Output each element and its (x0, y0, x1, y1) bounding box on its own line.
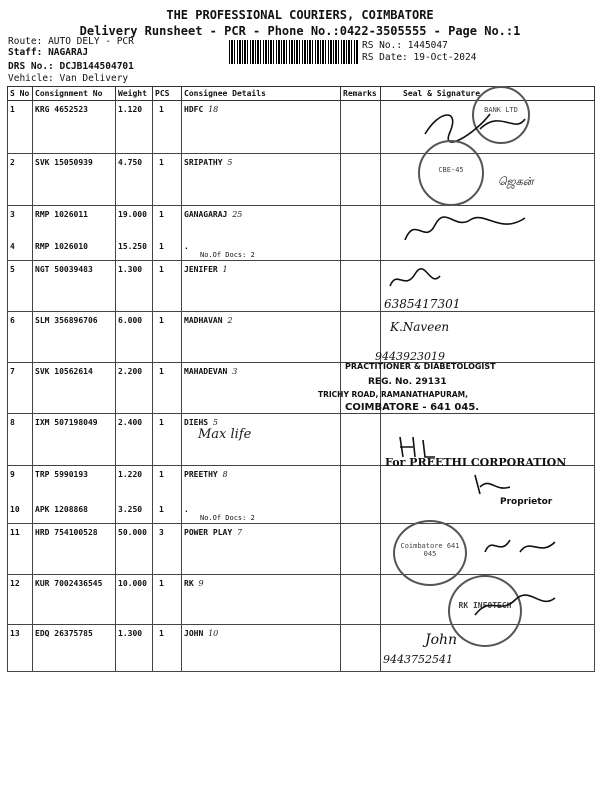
table-row: 9 TRP 5990193 1.220 1 PREETHY 8 (8, 466, 595, 501)
col-sno: S No (8, 87, 33, 101)
col-consignee: Consignee Details (182, 87, 341, 101)
sripathy-signature: ஜெகன் (498, 175, 534, 188)
doctor-stamp-line2: REG. No. 29131 (368, 377, 447, 387)
john-signature: John (425, 632, 458, 648)
vehicle-line: Vehicle: Van Delivery (8, 73, 129, 84)
doctor-stamp-line4: COIMBATORE - 641 045. (345, 402, 480, 413)
signature-hdfc (420, 104, 530, 144)
john-phone: 9443752541 (383, 653, 453, 666)
table-row: 8 IXM 507198049 2.400 1 DIEHS 5 Max life (8, 414, 595, 466)
barcode (229, 40, 358, 64)
table-row: 1 KRG 4652523 1.120 1 HDFC 18 (8, 101, 595, 154)
rs-date: RS Date: 19-Oct-2024 (362, 52, 477, 63)
table-row: 7 SVK 10562614 2.200 1 MAHADEVAN 3 (8, 363, 595, 414)
doctor-stamp-line3: TRICHY ROAD, RAMANATHAPURAM, (318, 390, 468, 399)
signature-rk (470, 590, 560, 620)
jenifer-phone: 6385417301 (384, 297, 461, 311)
powerplay-seal: Coimbatore 641 045 (393, 520, 467, 586)
signature-preethy (470, 472, 520, 497)
col-pcs: PCS (153, 87, 182, 101)
table-row: 2 SVK 15050939 4.750 1 SRIPATHY 5 (8, 154, 595, 206)
col-consignment: Consignment No (33, 87, 116, 101)
doctor-stamp-line1: PRACTITIONER & DIABETOLOGIST (345, 362, 496, 371)
table-row: 12 KUR 7002436545 10.000 1 RK 9 (8, 575, 595, 625)
route-line: Route: AUTO DELY - PCR (8, 36, 134, 47)
signature-jenifer (385, 266, 445, 296)
signature-powerplay (480, 532, 560, 562)
table-row: 4 RMP 1026010 15.250 1 . No.Of Docs: 2 (8, 238, 595, 261)
table-row: 6 SLM 356896706 6.000 1 MADHAVAN 2 (8, 312, 595, 363)
madhavan-phone: 9443923019 (375, 350, 445, 363)
table-row: 3 RMP 1026011 19.000 1 GANAGARAJ 25 (8, 206, 595, 238)
col-weight: Weight (116, 87, 153, 101)
drs-line: DRS No.: DCJB144504701 (8, 61, 134, 72)
staff-line: Staff: NAGARAJ (8, 47, 89, 58)
bank-seal: BANK LTD (472, 86, 530, 144)
rk-infotech-seal: RK INFOTECH (448, 575, 522, 647)
table-row: 5 NGT 50039483 1.300 1 JENIFER 1 (8, 261, 595, 312)
company-title: THE PROFESSIONAL COURIERS, COIMBATORE (166, 8, 434, 22)
madhavan-signature: K.Naveen (390, 320, 450, 334)
col-seal: Seal & Signature (381, 87, 595, 101)
signature-ganagaraj (400, 210, 530, 250)
table-row: 13 EDQ 26375785 1.300 1 JOHN 10 (8, 625, 595, 672)
col-remarks: Remarks (341, 87, 381, 101)
sripathy-seal: CBE-45 (418, 140, 484, 206)
preethi-stamp: For PREETHI CORPORATION (385, 456, 567, 469)
proprietor-label: Proprietor (500, 497, 553, 507)
rs-no: RS No.: 1445047 (362, 40, 448, 51)
runsheet-title: Delivery Runsheet - PCR - Phone No.:0422-3505555 - Page No.:1 (79, 24, 521, 38)
table-row: 11 HRD 754100528 50.000 3 POWER PLAY 7 (8, 524, 595, 575)
table-row: 10 APK 1208868 3.250 1 . No.Of Docs: 2 (8, 501, 595, 524)
